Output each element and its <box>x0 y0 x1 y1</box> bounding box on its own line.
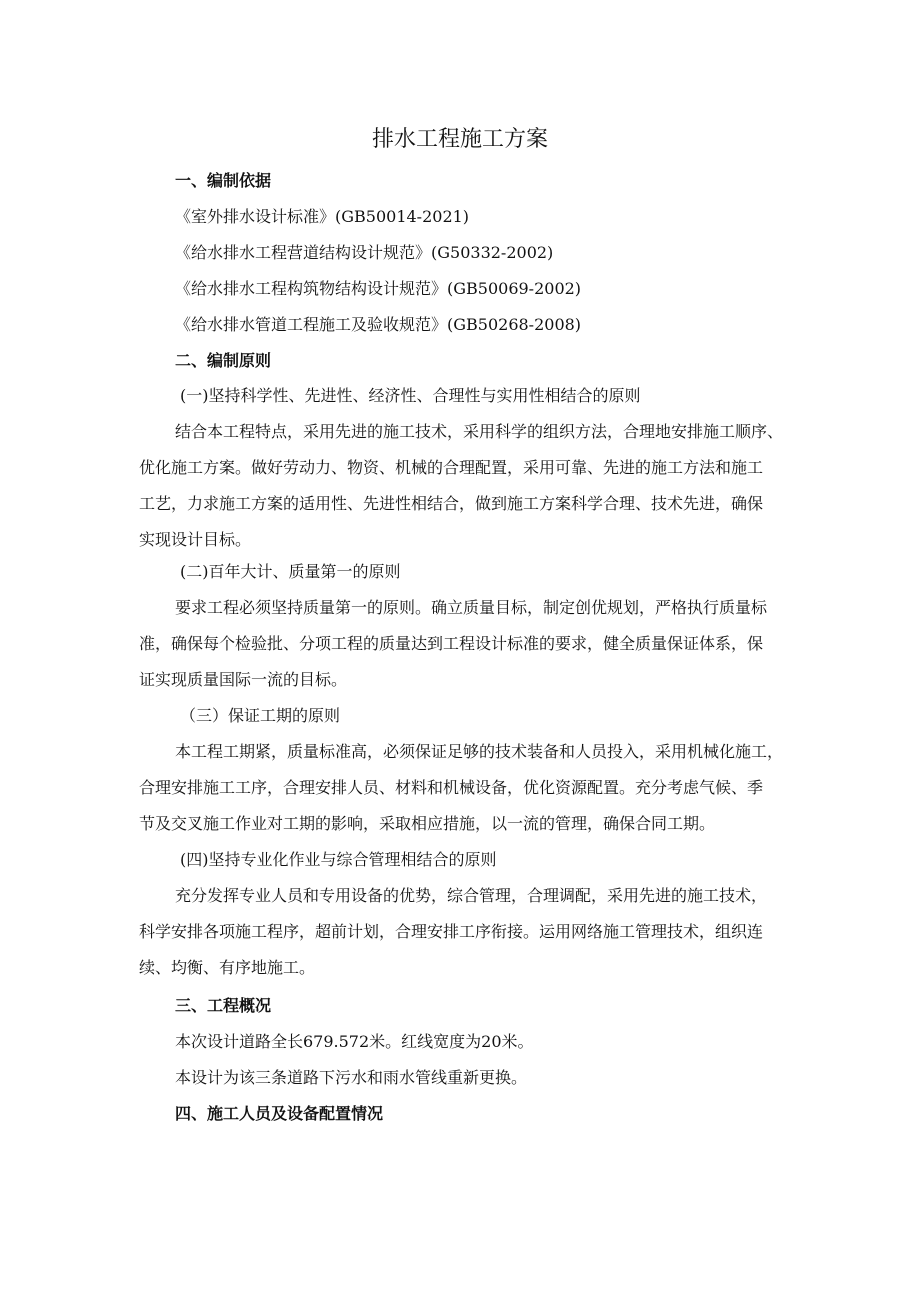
paragraph-line: 准，确保每个检验批、分项工程的质量达到工程设计标准的要求，健全质量保证体系，保 <box>139 634 764 653</box>
paragraph-line: 要求工程必须坚持质量第一的原则。确立质量目标，制定创优规划，严格执行质量标 <box>175 598 768 617</box>
reference-item: 《给水排水工程构筑物结构设计规范》(GB50069-2002) <box>175 279 582 298</box>
paragraph-line: 续、均衡、有序地施工。 <box>139 958 316 977</box>
reference-item: 《给水排水工程营道结构设计规范》(G50332-2002) <box>175 243 554 262</box>
paragraph-line: 本设计为该三条道路下污水和雨水管线重新更换。 <box>175 1068 528 1087</box>
section-heading-principles: 二、编制原则 <box>175 351 272 370</box>
paragraph-line: 实现设计目标。 <box>139 530 252 549</box>
section-heading-staffing: 四、施工人员及设备配置情况 <box>175 1104 384 1123</box>
paragraph-line: 证实现质量国际一流的目标。 <box>139 670 348 689</box>
paragraph-line: 优化施工方案。做好劳动力、物资、机械的合理配置，采用可靠、先进的施工方法和施工 <box>139 458 764 477</box>
document-title: 排水工程施工方案 <box>371 127 548 152</box>
reference-item: 《给水排水管道工程施工及验收规范》(GB50268-2008) <box>175 315 582 334</box>
paragraph-line: 充分发挥专业人员和专用设备的优势，综合管理，合理调配，采用先进的施工技术， <box>175 886 768 905</box>
paragraph-line: 工艺，力求施工方案的适用性、先进性相结合，做到施工方案科学合理、技术先进，确保 <box>139 494 764 513</box>
section-heading-basis: 一、编制依据 <box>175 171 272 190</box>
principle-title: (二)百年大计、质量第一的原则 <box>180 562 401 581</box>
principle-title: （三）保证工期的原则 <box>180 706 341 725</box>
paragraph-line: 合理安排施工工序，合理安排人员、材料和机械设备，优化资源配置。充分考虑气候、季 <box>139 778 764 797</box>
paragraph-line: 结合本工程特点，采用先进的施工技术，采用科学的组织方法，合理地安排施工顺序、 <box>175 422 784 441</box>
principle-title: (四)坚持专业化作业与综合管理相结合的原则 <box>180 850 497 869</box>
paragraph-line: 本次设计道路全长679.572米。红线宽度为20米。 <box>175 1032 534 1051</box>
reference-item: 《室外排水设计标准》(GB50014-2021) <box>175 207 470 226</box>
section-heading-overview: 三、工程概况 <box>175 996 272 1015</box>
paragraph-line: 本工程工期紧，质量标准高，必须保证足够的技术装备和人员投入，采用机械化施工， <box>175 742 784 761</box>
paragraph-line: 科学安排各项施工程序，超前计划，合理安排工序衔接。运用网络施工管理技术，组织连 <box>139 922 764 941</box>
principle-title: (一)坚持科学性、先进性、经济性、合理性与实用性相结合的原则 <box>180 386 641 405</box>
paragraph-line: 节及交叉施工作业对工期的影响，采取相应措施，以一流的管理，确保合同工期。 <box>139 814 716 833</box>
